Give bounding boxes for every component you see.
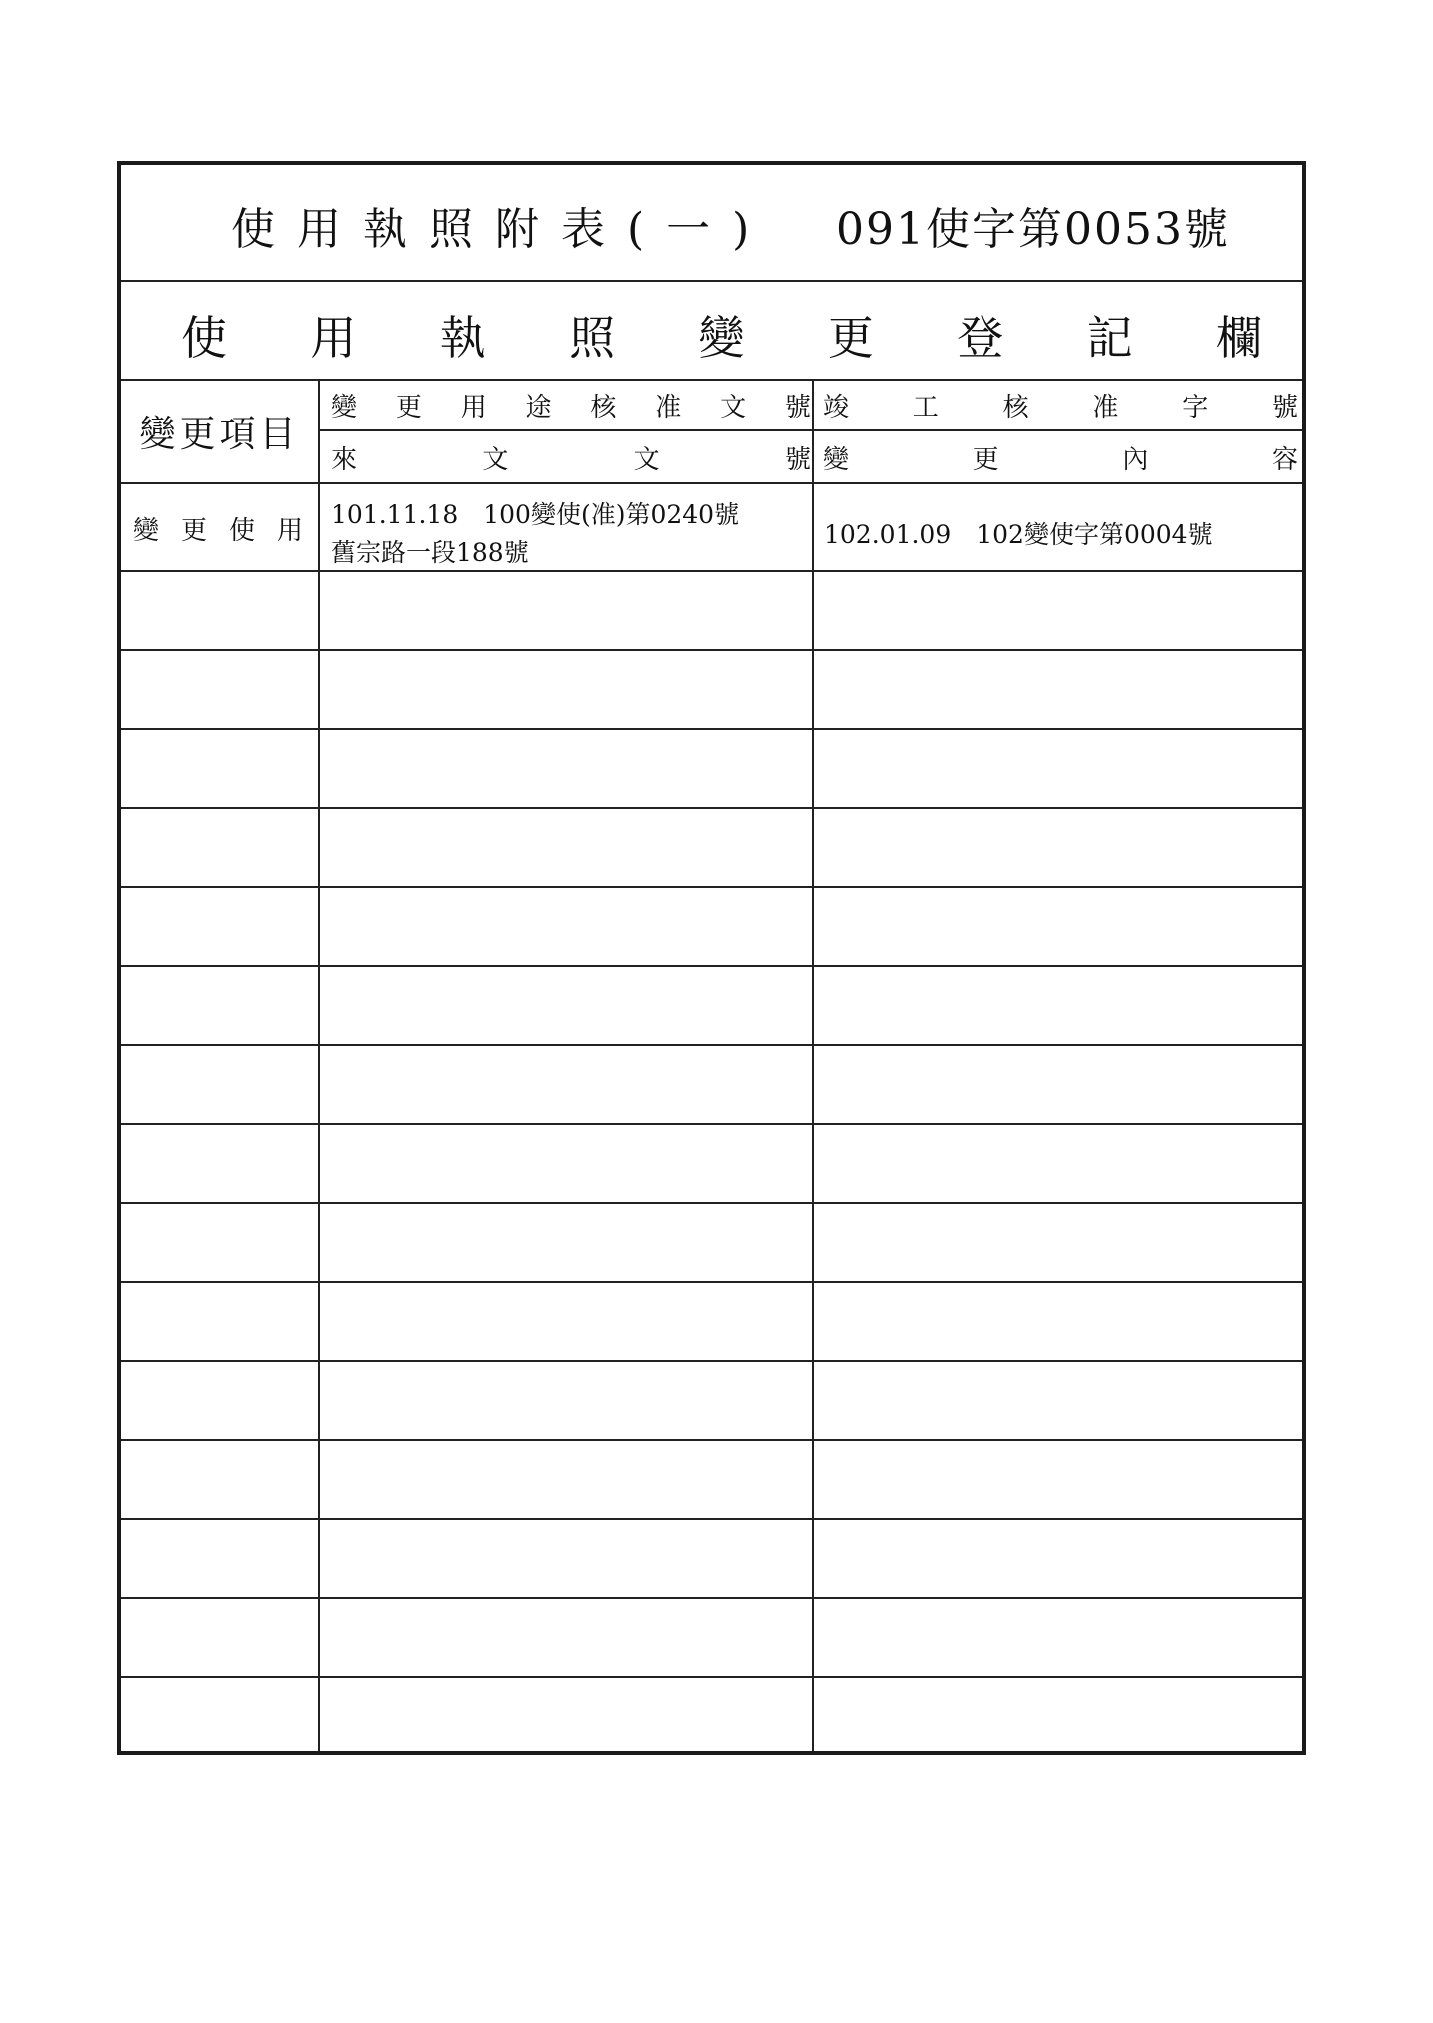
col2-top-char: 核: [590, 392, 617, 423]
section-title: [181, 302, 1262, 368]
table-row: [121, 1046, 1302, 1125]
section-title-char: 記: [1086, 311, 1133, 365]
table-row: [121, 1520, 1302, 1599]
col3-bottom-char: 變: [823, 445, 850, 475]
col2-top-char: 用: [460, 392, 487, 423]
table-row: [121, 888, 1302, 967]
col2-top-char: 准: [655, 392, 682, 423]
column-divider: [812, 379, 814, 1751]
section-title-char: 使: [181, 311, 227, 365]
document-title: 使用執照附表(一): [231, 204, 772, 255]
section-title-char: 登: [957, 311, 1004, 365]
col2-top-char: 變: [331, 392, 358, 423]
col2-bottom-char: 號: [784, 445, 811, 475]
col3-top-char: 准: [1092, 392, 1119, 423]
column-divider: [318, 379, 320, 1751]
col3-bottom-char: 內: [1122, 445, 1149, 475]
entry-reference-line2: 舊宗路一段188號: [331, 538, 529, 567]
entry-reference-line1: 101.11.18 100變使(准)第0240號: [331, 500, 740, 529]
col3-top-char: 號: [1271, 392, 1298, 423]
col3-bottom-char: 更: [972, 445, 999, 475]
section-title-char: 更: [827, 311, 874, 365]
table-row: [121, 1362, 1302, 1441]
col3-top-char: 工: [912, 392, 939, 423]
section-title-char: 執: [439, 311, 486, 365]
col2-top-char: 更: [395, 392, 422, 423]
registration-table: [117, 161, 1306, 1755]
col3-top-char: 核: [1002, 392, 1029, 423]
table-row: [121, 967, 1302, 1046]
col2-top-char: 文: [720, 392, 747, 423]
entry-completion: 102.01.09 102變使字第0004號: [824, 520, 1213, 549]
col2-top-char: 號: [784, 392, 811, 423]
col3-top-char: 竣: [823, 392, 850, 423]
table-row: [121, 1204, 1302, 1283]
col2-header-top: [331, 379, 811, 431]
table-row: [121, 809, 1302, 888]
col3-header-top: [823, 379, 1298, 431]
col2-top-char: 途: [525, 392, 552, 423]
table-row: [121, 1599, 1302, 1678]
subtitle-row: [121, 280, 1302, 381]
entry-item-char: 使: [228, 516, 255, 546]
col2-bottom-char: 來: [331, 445, 358, 475]
table-row: [121, 1441, 1302, 1520]
change-item-header: 變更項目: [139, 414, 300, 455]
title-row: [121, 165, 1302, 282]
section-title-char: 用: [310, 311, 357, 365]
table-row: [121, 572, 1302, 651]
entry-item-char: 更: [180, 516, 207, 546]
col2-bottom-char: 文: [482, 445, 509, 475]
license-number: 091使字第0053號: [836, 204, 1230, 255]
table-row: [121, 1283, 1302, 1362]
col3-top-char: 字: [1182, 392, 1209, 423]
entry-item-char: 用: [276, 516, 303, 546]
section-title-char: 欄: [1216, 311, 1262, 365]
col2-header-bottom: [331, 431, 811, 484]
section-title-char: 照: [569, 311, 616, 365]
col3-bottom-char: 容: [1271, 445, 1298, 475]
col2-bottom-char: 文: [633, 445, 660, 475]
section-title-char: 變: [698, 311, 745, 365]
entry-item: [133, 510, 303, 547]
col3-header-bottom: [823, 431, 1298, 484]
table-row: [121, 651, 1302, 730]
table-row: [121, 1125, 1302, 1204]
entry-item-char: 變: [133, 516, 160, 546]
table-row: [121, 730, 1302, 809]
